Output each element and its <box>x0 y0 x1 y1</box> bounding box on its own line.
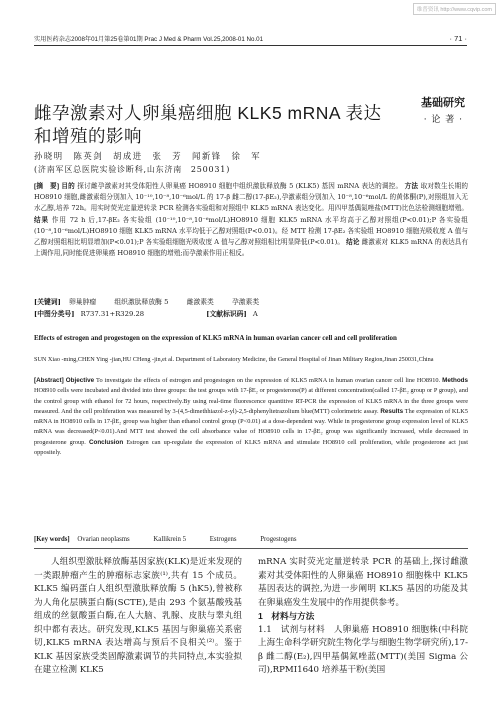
keywords-english <box>34 536 468 543</box>
keywords-chinese <box>34 296 468 306</box>
section-sublabel: · 论 著 · <box>423 115 463 125</box>
section-heading: 1 材料与方法 <box>258 611 315 621</box>
methods-label: 方法 <box>404 183 419 190</box>
abstract-en-label: [Abstract] <box>34 377 64 384</box>
classification <box>34 308 468 318</box>
journal-citation: 实用医药杂志2008年01月第25卷第01期 Prac J Med & Pharm Vol.25,2008-01 No.01 <box>34 36 264 43</box>
methods-en-text: HO8910 cells were incubated and divided into three groups: the test groups with 17-βE₂ or progesterone(P) at different concentration(called 17-βE₂ group or P group), and the control group with ethanol for 72 hours, respectively.By using real-time fluorescence quantitive RT-PCR the expression of KLK5 mRNA in the three groups were measured. And the cell proliferation was measured by 3-(4,5-dimethhiazol-z-yl)-2,5-diphenyltetrazolium blue(MTT) colorimetric assay. <box>34 387 468 415</box>
keywords-en-label: [Key words] <box>34 536 70 543</box>
running-header <box>34 34 467 46</box>
methods-text: 取对数生长期的 HO8910 细胞,雌激素组分别加入 10⁻¹⁰,10⁻⁸,10⁻⁶mol/L 的 17-β 雌二醇(17-βE₂),孕激素组分别加入 10⁻⁸,10⁻⁶mol/L 的黄体酮(P),对照组加入无水乙醇,培养 72h。用实时荧光定量逆转录 PCR 检测各实验组和对照组中 KLK5 mRNA 表达变化。用四甲基偶氮唑盐(MTT)比色法检测细胞增殖。 <box>34 182 468 213</box>
abstract-chinese <box>34 181 468 259</box>
objective-en-label: Objective <box>65 377 95 384</box>
abstract-label: [摘 要] <box>34 183 60 190</box>
methods-en-label: Methods <box>442 377 469 384</box>
conclusion-label: 结论 <box>346 239 360 247</box>
keyword: 卵巢肿瘤 <box>69 298 97 306</box>
keyword: 雌激素类 <box>186 298 214 306</box>
body-column-left: 人组织型激肽释放酶基因家族(KLK)是近来发现的一类跟肿瘤产生的肿瘤标志家族⁽¹⁾,共有 15 个成员。KLK5 编码蛋白人组织型激肽释放酶 5 (hK5),曾被称为人角化层胰蛋白酶(SCTE),是由 293 个氨基酸残基组成的丝氨酸蛋白酶,在人大脑、乳腺、皮肤与睾丸组织中都有表达。研究发现,KLK5 基因与卵巢癌关系密切,KLK5 mRNA 表达增高与预后不良相关⁽²⁾。鉴于 KLK 基因家族受类固醇激素调节的共同特点,本实验拟在建立检测 KLK5 <box>34 557 242 675</box>
class-label: [中图分类号] <box>34 310 75 318</box>
page-number: · 71 · <box>449 34 467 43</box>
objective-en-text: To investigate the effects of estrogen and progestogen on the expression of KLK5 mRNA in human ovarian cancer cell line HO8910. <box>96 377 441 384</box>
section-label: 基础研究 <box>421 97 465 109</box>
keyword-en: Estrogens <box>209 536 237 543</box>
conclusion-en-text: Estrogen can up-regulate the expression of KLK5 mRNA and stimulate HO8910 cell proliferation, while progesterone act just oppositely. <box>34 438 468 457</box>
results-en-label: Results <box>380 407 404 415</box>
conclusion-text: 雌激素对 KLK5 mRNA 的表达具有上调作用,同时能促进卵巢癌 HO8910 细胞的增殖;而孕激素作用正相反。 <box>34 238 468 258</box>
doc-id-value: A <box>252 310 258 318</box>
class-value: R737.31+R329.28 <box>80 310 145 318</box>
affiliation: (济南军区总医院实验诊断科,山东济南 250031) <box>34 165 231 174</box>
doc-id-label: [文献标识码] <box>206 310 247 318</box>
english-title: Effects of estrogen and progestogen on the expression of KLK5 mRNA in human ovarian cancer cell and cell proliferation <box>34 334 397 342</box>
results-text: 作用 72 h 后,17-βE₂ 各实验组 (10⁻¹⁰,10⁻⁸,10⁻⁶mol/L)HO8910 细胞 KLK5 mRNA 水平均高于乙醇对照组(P<0.01);P 各实验组 (10⁻⁸,10⁻⁶mol/L)HO8910 细胞 KLK5 mRNA 水平均低于乙醇对照组(P<0.01)。经 MTT 检测 17-βE₂ 各实验组 HO8910 细胞光吸收度 A 值与乙醇对照组相比明显增加(P<0.01);P 各实验组细胞光吸收度 A 值与乙醇对照组相比明显降低(P<0.01)。 <box>34 215 468 247</box>
objective-label: 目的 <box>61 183 75 190</box>
english-authors: SUN Xiao -ming,CHEN Ying -jian,HU CHeng -jin,et al. Department of Laboratory Medicine, the General Hospital of Jinan Military Region,Jinan 250031,China <box>34 356 434 363</box>
body-column-right <box>258 556 468 678</box>
keyword: 组织激肽释放酶 5 <box>114 298 169 306</box>
paragraph: mRNA 实时荧光定量逆转录 PCR 的基础上,探讨雌激素对其受体阳性的人卵巢癌 HO8910 细胞株中 KLK5 基因表达的调控,为进一步阐明 KLK5 基因的功能及其在卵巢癌发生发展中的作用提供参考。 <box>258 557 468 608</box>
article-title: 雌孕激素对人卵巢癌细胞 KLK5 mRNA 表达和增殖的影响 <box>34 103 382 146</box>
keyword-en: Kallikrein 5 <box>153 536 187 543</box>
conclusion-en-label: Conclusion <box>88 438 124 446</box>
keyword-en: Ovarian neoplasms <box>77 536 130 543</box>
objective-text: 探讨雌孕激素对其受体阳性人卵巢癌 HO8910 细胞中组织激肽释放酶 5 (KLK5) 基因 mRNA 表达的调控。 <box>77 182 403 190</box>
paragraph: 1.1 试剂与材料 人卵巢癌 HO8910 细胞株(中科院上海生命科学研究院生物化学与细胞生物学研究所),17-β 雌二醇(E₂),四甲基偶氮唑蓝(MTT)(美国 Sigma 公司),RPMI1640 培养基干粉(美国 <box>258 624 468 675</box>
abstract-english <box>34 376 468 458</box>
keyword: 孕激素类 <box>231 298 260 306</box>
watermark: 维普资讯 http://www.cqvip.com <box>413 3 496 15</box>
divider <box>34 548 468 549</box>
authors: 孙晓明 陈英剑 胡成进 张 芳 闻新锋 徐 军 <box>34 151 262 161</box>
keyword-en: Progestogens <box>260 536 297 543</box>
keywords-label: [关键词] <box>34 298 61 306</box>
results-label: 结果 <box>34 216 49 224</box>
results-en-text: The expression of KLK5 mRNA in HO8910 cells in 17-βE₂ group was higher than ethanol control group (P<0.01) at a dose-dependent way. While in progesterone group expression level of KLK5 mRNA was decreased(P<0.01).And MTT test showed the cell absorbance value of HO8910 cells in 17-βE₂ group was significantly increased, while decreased in progesterone group. <box>34 407 468 446</box>
